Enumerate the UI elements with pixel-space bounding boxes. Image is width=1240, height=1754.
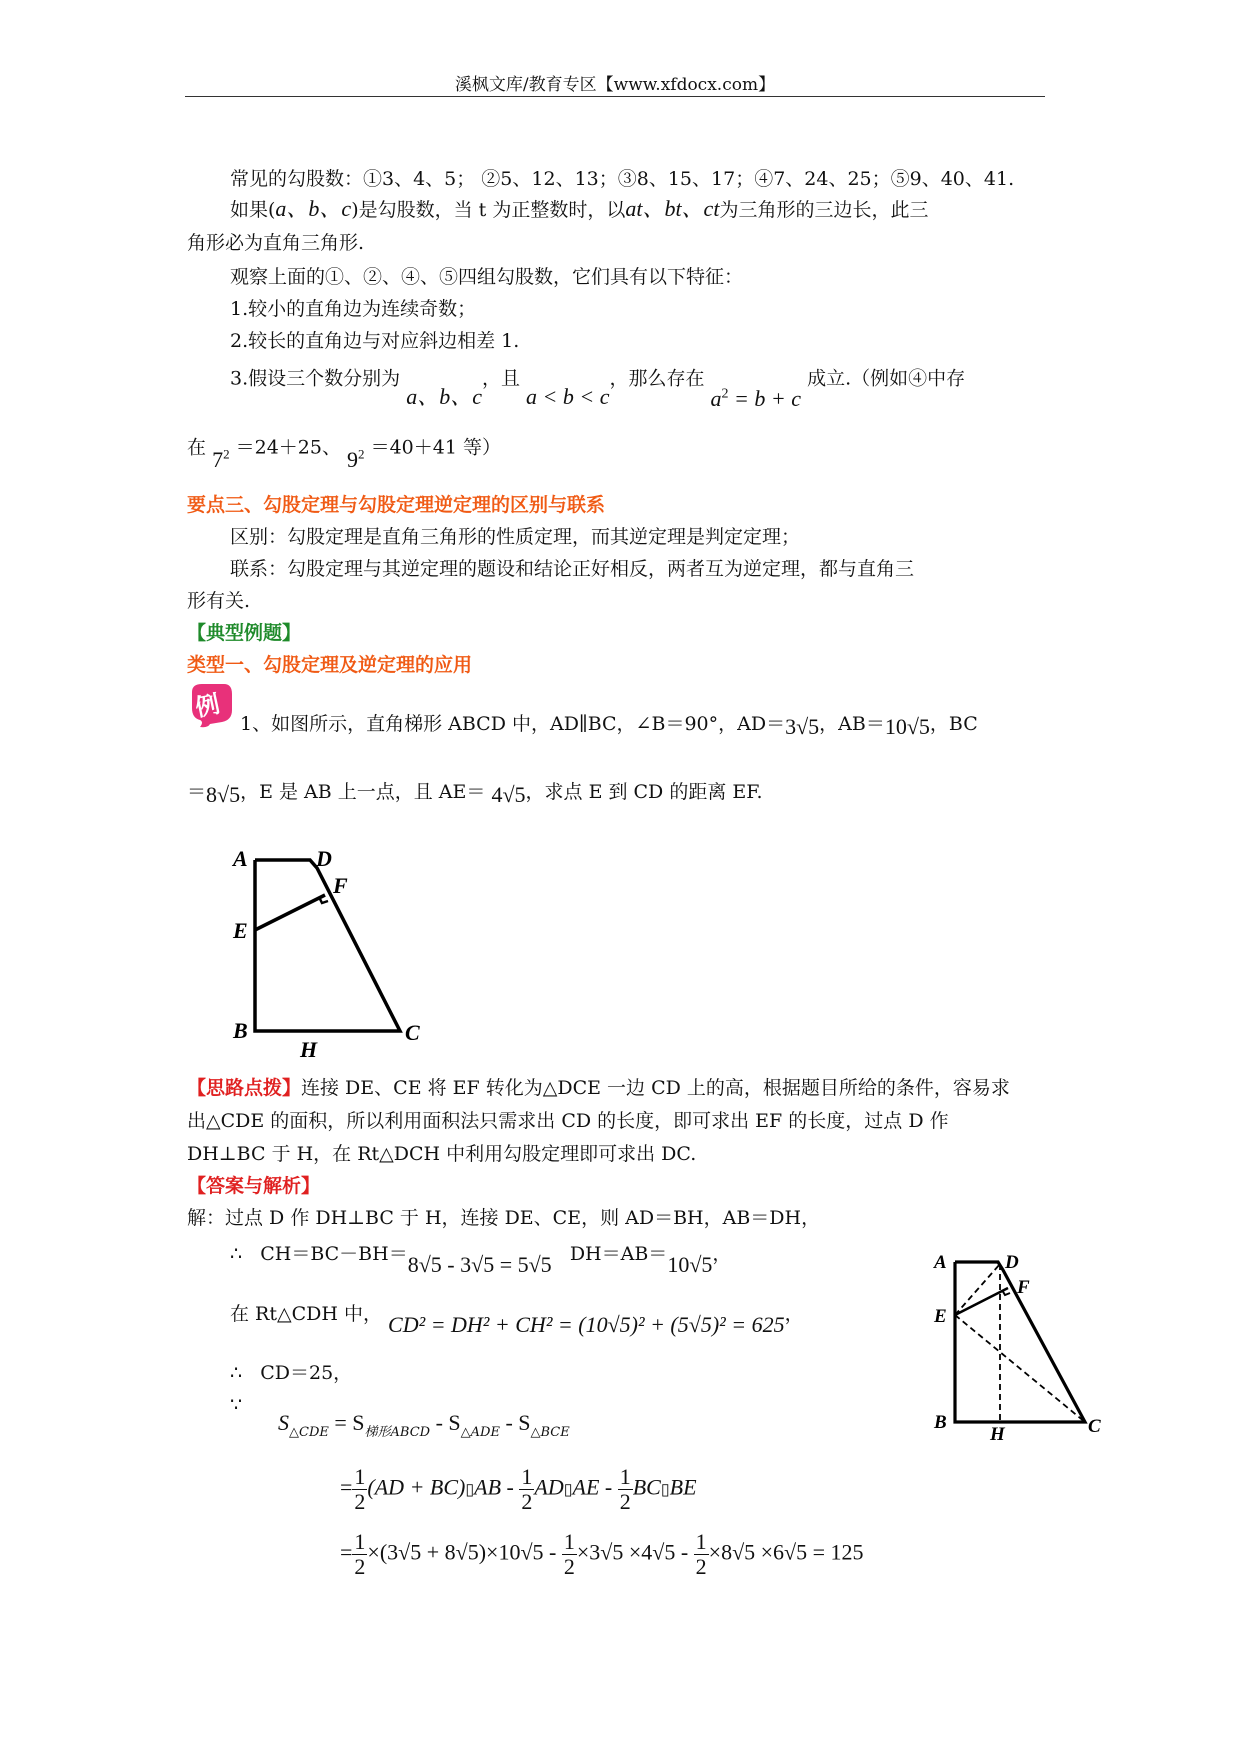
solution-line-1: 解：过点 D 作 DH⊥BC 于 H，连接 DE、CE，则 AD＝BH，AB＝DH，: [187, 1207, 821, 1229]
example1-question-cont: ＝8√5，E 是 AB 上一点，且 AE＝ 4√5，求点 E 到 CD 的距离 EF.: [187, 781, 763, 807]
header-rule: [185, 96, 1045, 97]
fraction-half: $\frac{1}{2}$: [354, 1464, 366, 1514]
section3-relation: 联系：勾股定理与其逆定理的题设和结论正好相反，两者互为逆定理，都与直角三: [230, 558, 915, 580]
hint-line-2: 出△CDE 的面积，所以利用面积法只需求出 CD 的长度，即可求出 EF 的长度，过点 D 作: [187, 1110, 949, 1132]
area-result-line: = $\frac{1}{2}$ ×(3√5 + 8√5)×10√5 - $\frac{1}{2}$ ×3√5 ×4√5 - $\frac{1}{2}$ ×8√5 ×6√5 = 125: [340, 1529, 864, 1579]
hint-line-3: DH⊥BC 于 H，在 Rt△DCH 中利用勾股定理即可求出 DC.: [187, 1143, 697, 1165]
fraction-half: $\frac{1}{2}$: [695, 1529, 707, 1579]
figure-solution: [930, 1240, 1110, 1440]
paragraph-observe: 观察上面的①、②、④、⑤四组勾股数，它们具有以下特征：: [230, 266, 744, 288]
fig2-label-e: E: [934, 1306, 947, 1327]
fraction-half: $\frac{1}{2}$: [563, 1529, 575, 1579]
section3-difference: 区别：勾股定理是直角三角形的性质定理，而其逆定理是判定定理；: [230, 526, 801, 548]
feature-item-1: 1.较小的直角边为连续奇数；: [230, 298, 477, 320]
fig1-label-d: D: [316, 846, 332, 871]
paragraph-common-triples: 常见的勾股数：①3、4、5； ②5、12、13；③8、15、17；④7、24、25；⑤9、40、41.: [230, 168, 1015, 190]
solution-line-3: 在 Rt△CDH 中， CD² = DH² + CH² = (10√5)² + (5√5)² = 625，: [230, 1303, 804, 1337]
section3-heading: 要点三、勾股定理与勾股定理逆定理的区别与联系: [187, 494, 606, 516]
fraction-half: $\frac{1}{2}$: [521, 1464, 533, 1514]
fig2-label-f: F: [1017, 1277, 1030, 1298]
hint-line-1: 【思路点拨】连接 DE、CE 将 EF 转化为△DCE 一边 CD 上的高，根据题目所给的条件，容易求: [187, 1077, 1010, 1099]
figure-trapezoid: [225, 835, 445, 1060]
solution-line-2: ∴ CH＝BC－BH＝8√5 - 3√5 = 5√5 DH＝AB＝10√5，: [230, 1243, 732, 1277]
page-header: [185, 70, 1045, 95]
fig1-label-a: A: [233, 846, 248, 871]
feature-item-2: 2.较长的直角边与对应斜边相差 1.: [230, 330, 520, 352]
fraction-half: $\frac{1}{2}$: [619, 1464, 631, 1514]
fig1-label-c: C: [405, 1020, 420, 1045]
section3-relation-cont: 形有关.: [187, 590, 251, 612]
solution-line-5: ∵: [230, 1394, 243, 1416]
fig2-label-b: B: [934, 1412, 947, 1433]
example-badge: 例: [188, 682, 234, 728]
fig1-label-b: B: [233, 1018, 248, 1043]
paragraph-multiples: 如果(a、b、c)是勾股数，当 t 为正整数时，以at、bt、ct为三角形的三边长，此三: [230, 196, 929, 221]
fig2-label-d: D: [1005, 1252, 1019, 1273]
fig1-label-f: F: [333, 873, 348, 898]
area-equation: $S_{\triangle CDE} = S_{梯形ABCD} - S_{\triangle ADE} - S_{\triangle BCE}$: [278, 1410, 570, 1440]
example1-question: 1、如图所示，直角梯形 ABCD 中，AD∥BC，∠B＝90°，AD＝3√5，AB＝10√5，BC: [240, 713, 978, 739]
feature-item-3: 3.假设三个数分别为 a、b、c，且 a < b < c，那么存在 $a^2 = b + c$ 成立.（例如④中存: [230, 367, 966, 412]
fraction-half: $\frac{1}{2}$: [354, 1529, 366, 1579]
feature-item-3-cont: 在 $7^2 =24+25$、 $9^2 =40+41$ 等）: [187, 436, 501, 473]
type1-heading: 类型一、勾股定理及逆定理的应用: [187, 654, 473, 676]
fig1-label-h: H: [300, 1037, 318, 1060]
hint-label: 【思路点拨】: [187, 1077, 302, 1099]
header-title: 溪枫文库/教育专区【www.xfdocx.com】: [454, 75, 776, 95]
fig2-label-c: C: [1088, 1416, 1101, 1437]
solution-line-4: ∴ CD＝25，: [230, 1362, 353, 1384]
fig2-label-h: H: [990, 1424, 1005, 1440]
area-expansion-line: = $\frac{1}{2}$ (AD + BC)▯AB - $\frac{1}{2}$ AD▯AE - $\frac{1}{2}$ BC▯BE: [340, 1464, 697, 1514]
answer-heading: 【答案与解析】: [187, 1175, 321, 1197]
paragraph-multiples-cont: 角形必为直角三角形.: [187, 232, 365, 254]
fig2-label-a: A: [934, 1252, 947, 1273]
fig1-label-e: E: [233, 918, 248, 943]
examples-heading: 【典型例题】: [187, 622, 302, 644]
